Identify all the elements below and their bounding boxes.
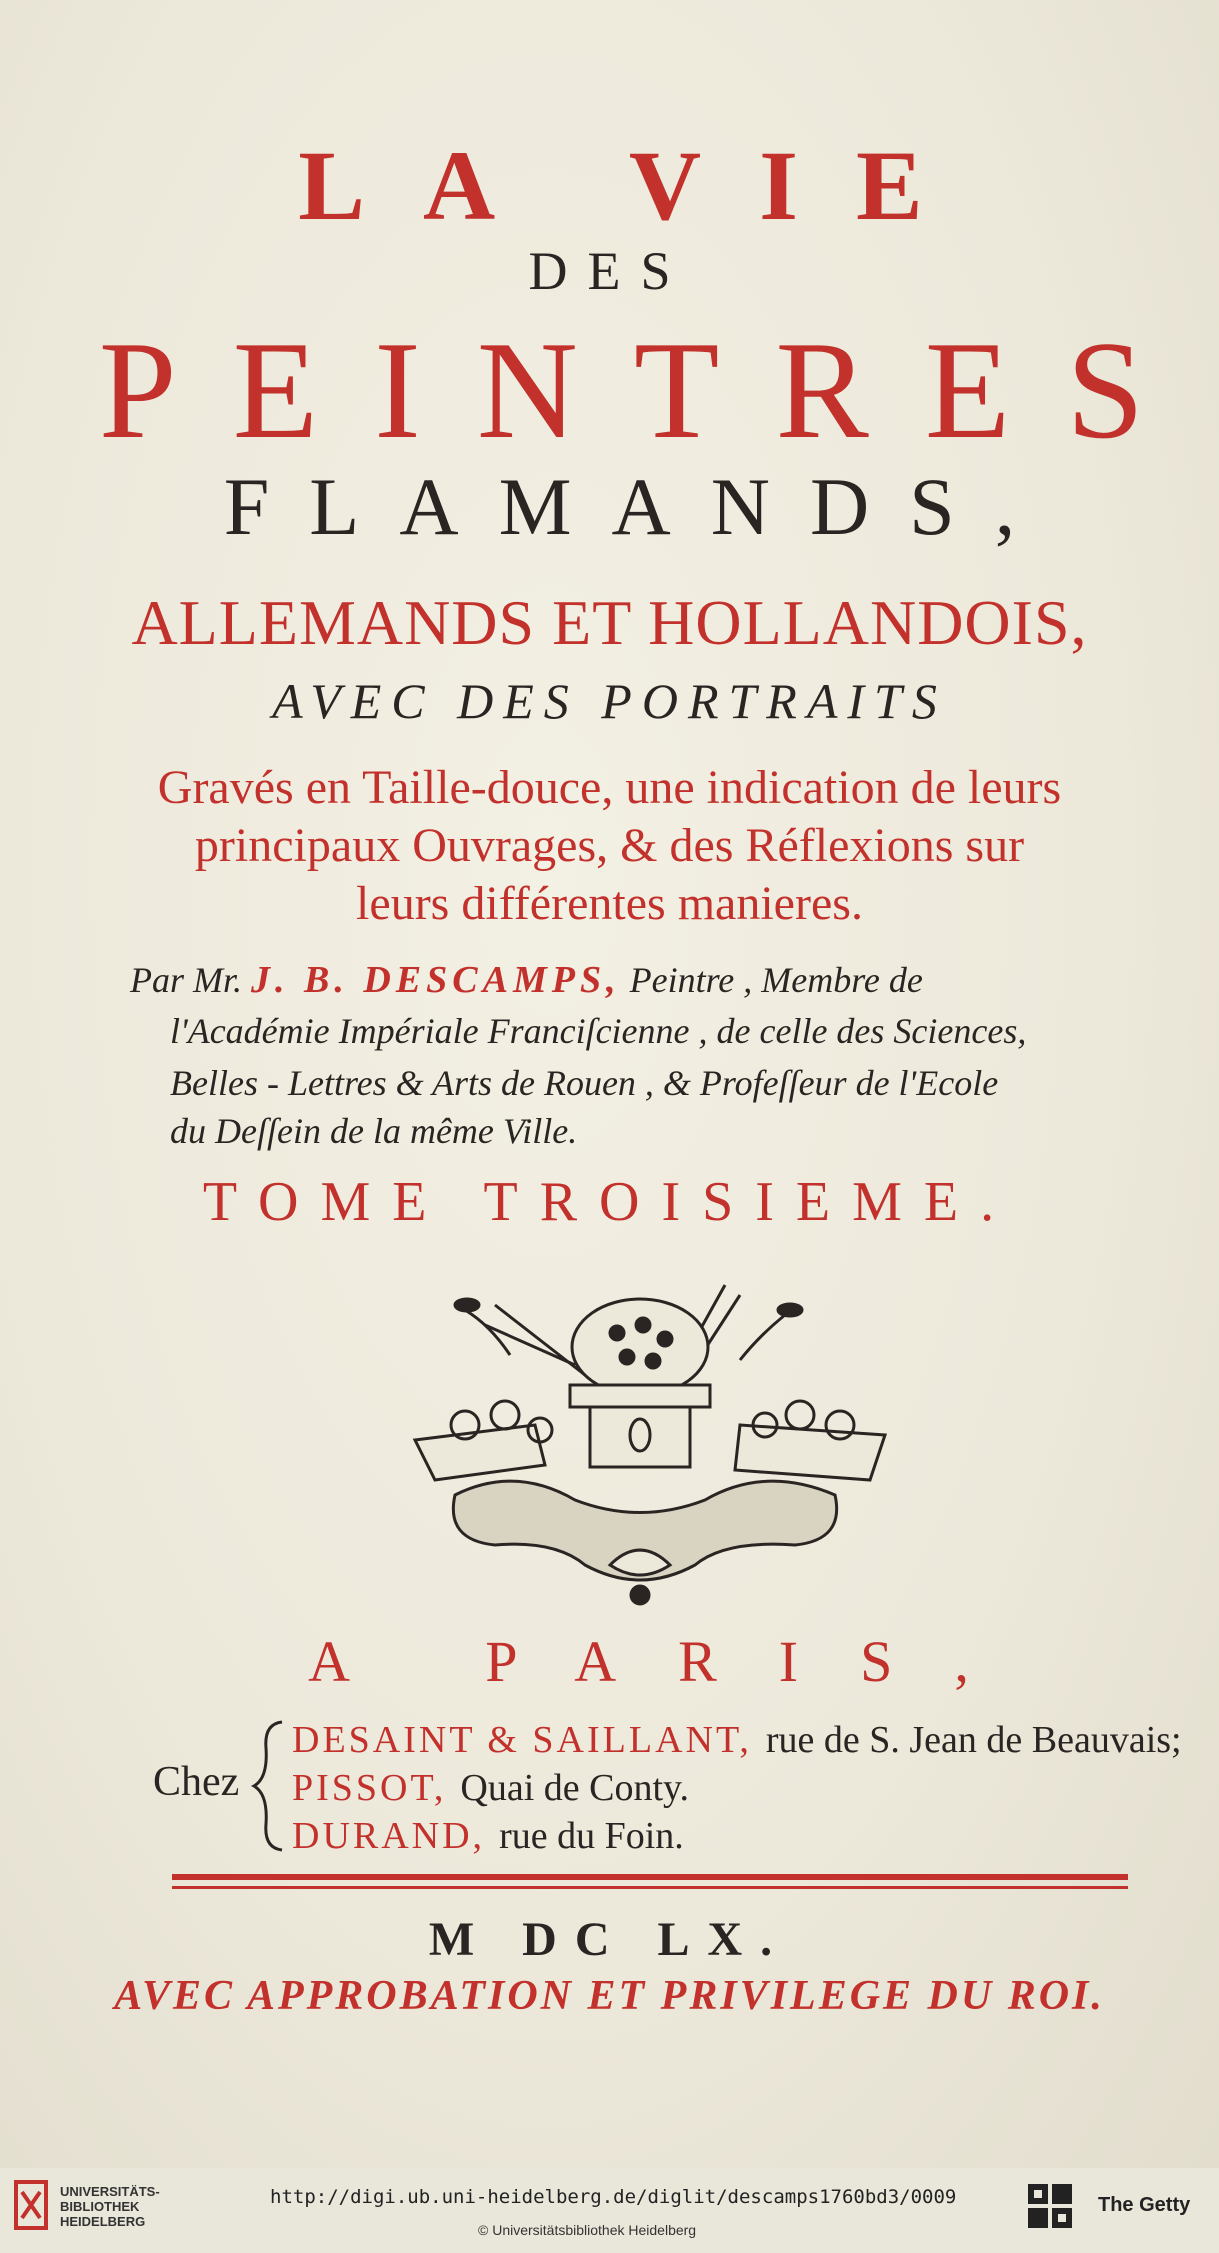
title-peintres: PEINTRES: [98, 313, 1201, 468]
title-flamands: FLAMANDS,: [223, 461, 1056, 552]
copyright-text: © Universitätsbibliothek Heidelberg: [478, 2222, 697, 2238]
ub-heidelberg-logo-icon[interactable]: [14, 2176, 52, 2234]
publisher-address: Quai de Conty.: [460, 1767, 690, 1809]
description-line: principaux Ouvrages, & des Réflexions sur: [194, 819, 1025, 872]
subtitle-portraits: AVEC DES PORTRAITS: [272, 673, 947, 729]
author-title: Peintre , Membre de: [629, 960, 923, 1000]
title-des: DES: [528, 241, 691, 301]
imprint-place: A PARIS,: [308, 1629, 1031, 1694]
library-logo-line: UNIVERSITÄTS-: [60, 2184, 160, 2199]
library-logo-text: [60, 2184, 160, 2229]
publisher-name: DURAND,: [292, 1815, 486, 1857]
imprint-year: M DC LX.: [428, 1913, 791, 1966]
title-la-vie: LA VIE: [298, 130, 981, 241]
publisher-address: rue du Foin.: [499, 1815, 684, 1857]
double-rule-bottom: [172, 1886, 1128, 1889]
author-line: l'Académie Impériale Franciſcienne , de celle des Sciences,: [170, 1011, 1027, 1051]
painter-palette-ornament-icon: [395, 1265, 910, 1610]
title-allemands: ALLEMANDS ET HOLLANDOIS,: [131, 587, 1088, 658]
library-logo-line: BIBLIOTHEK: [60, 2199, 140, 2214]
approbation-line: AVEC APPROBATION ET PRIVILEGE DU ROI.: [114, 1973, 1105, 2019]
description-line: leurs différentes manieres.: [356, 877, 863, 930]
library-logo-line: HEIDELBERG: [60, 2214, 146, 2229]
brace-icon: [250, 1718, 290, 1854]
publisher-name: DESAINT & SAILLANT,: [292, 1719, 752, 1761]
publisher-name: PISSOT,: [292, 1767, 447, 1809]
publisher-line: [292, 1814, 684, 1858]
publisher-line: [292, 1766, 689, 1810]
getty-logo-icon[interactable]: [1026, 2182, 1076, 2232]
double-rule-top: [172, 1874, 1128, 1880]
author-line: [130, 958, 1160, 1002]
author-prefix: Par Mr.: [130, 960, 243, 1000]
getty-label[interactable]: The Getty: [1098, 2194, 1191, 2216]
author-line: du Deſſein de la même Ville.: [170, 1111, 578, 1151]
publisher-address: rue de S. Jean de Beauvais;: [765, 1719, 1182, 1761]
publisher-line: [292, 1718, 1182, 1762]
source-url-link[interactable]: http://digi.ub.uni-heidelberg.de/diglit/descamps1760bd3/0009: [270, 2186, 957, 2208]
author-name: J. B. DESCAMPS,: [251, 959, 621, 1001]
volume-label: TOME TROISIEME.: [202, 1171, 1017, 1233]
author-line: Belles - Lettres & Arts de Rouen , & Profeſſeur de l'Ecole: [170, 1063, 999, 1103]
chez-label: Chez: [153, 1759, 240, 1805]
description-line: Gravés en Taille-douce, une indication de leurs: [157, 761, 1062, 814]
